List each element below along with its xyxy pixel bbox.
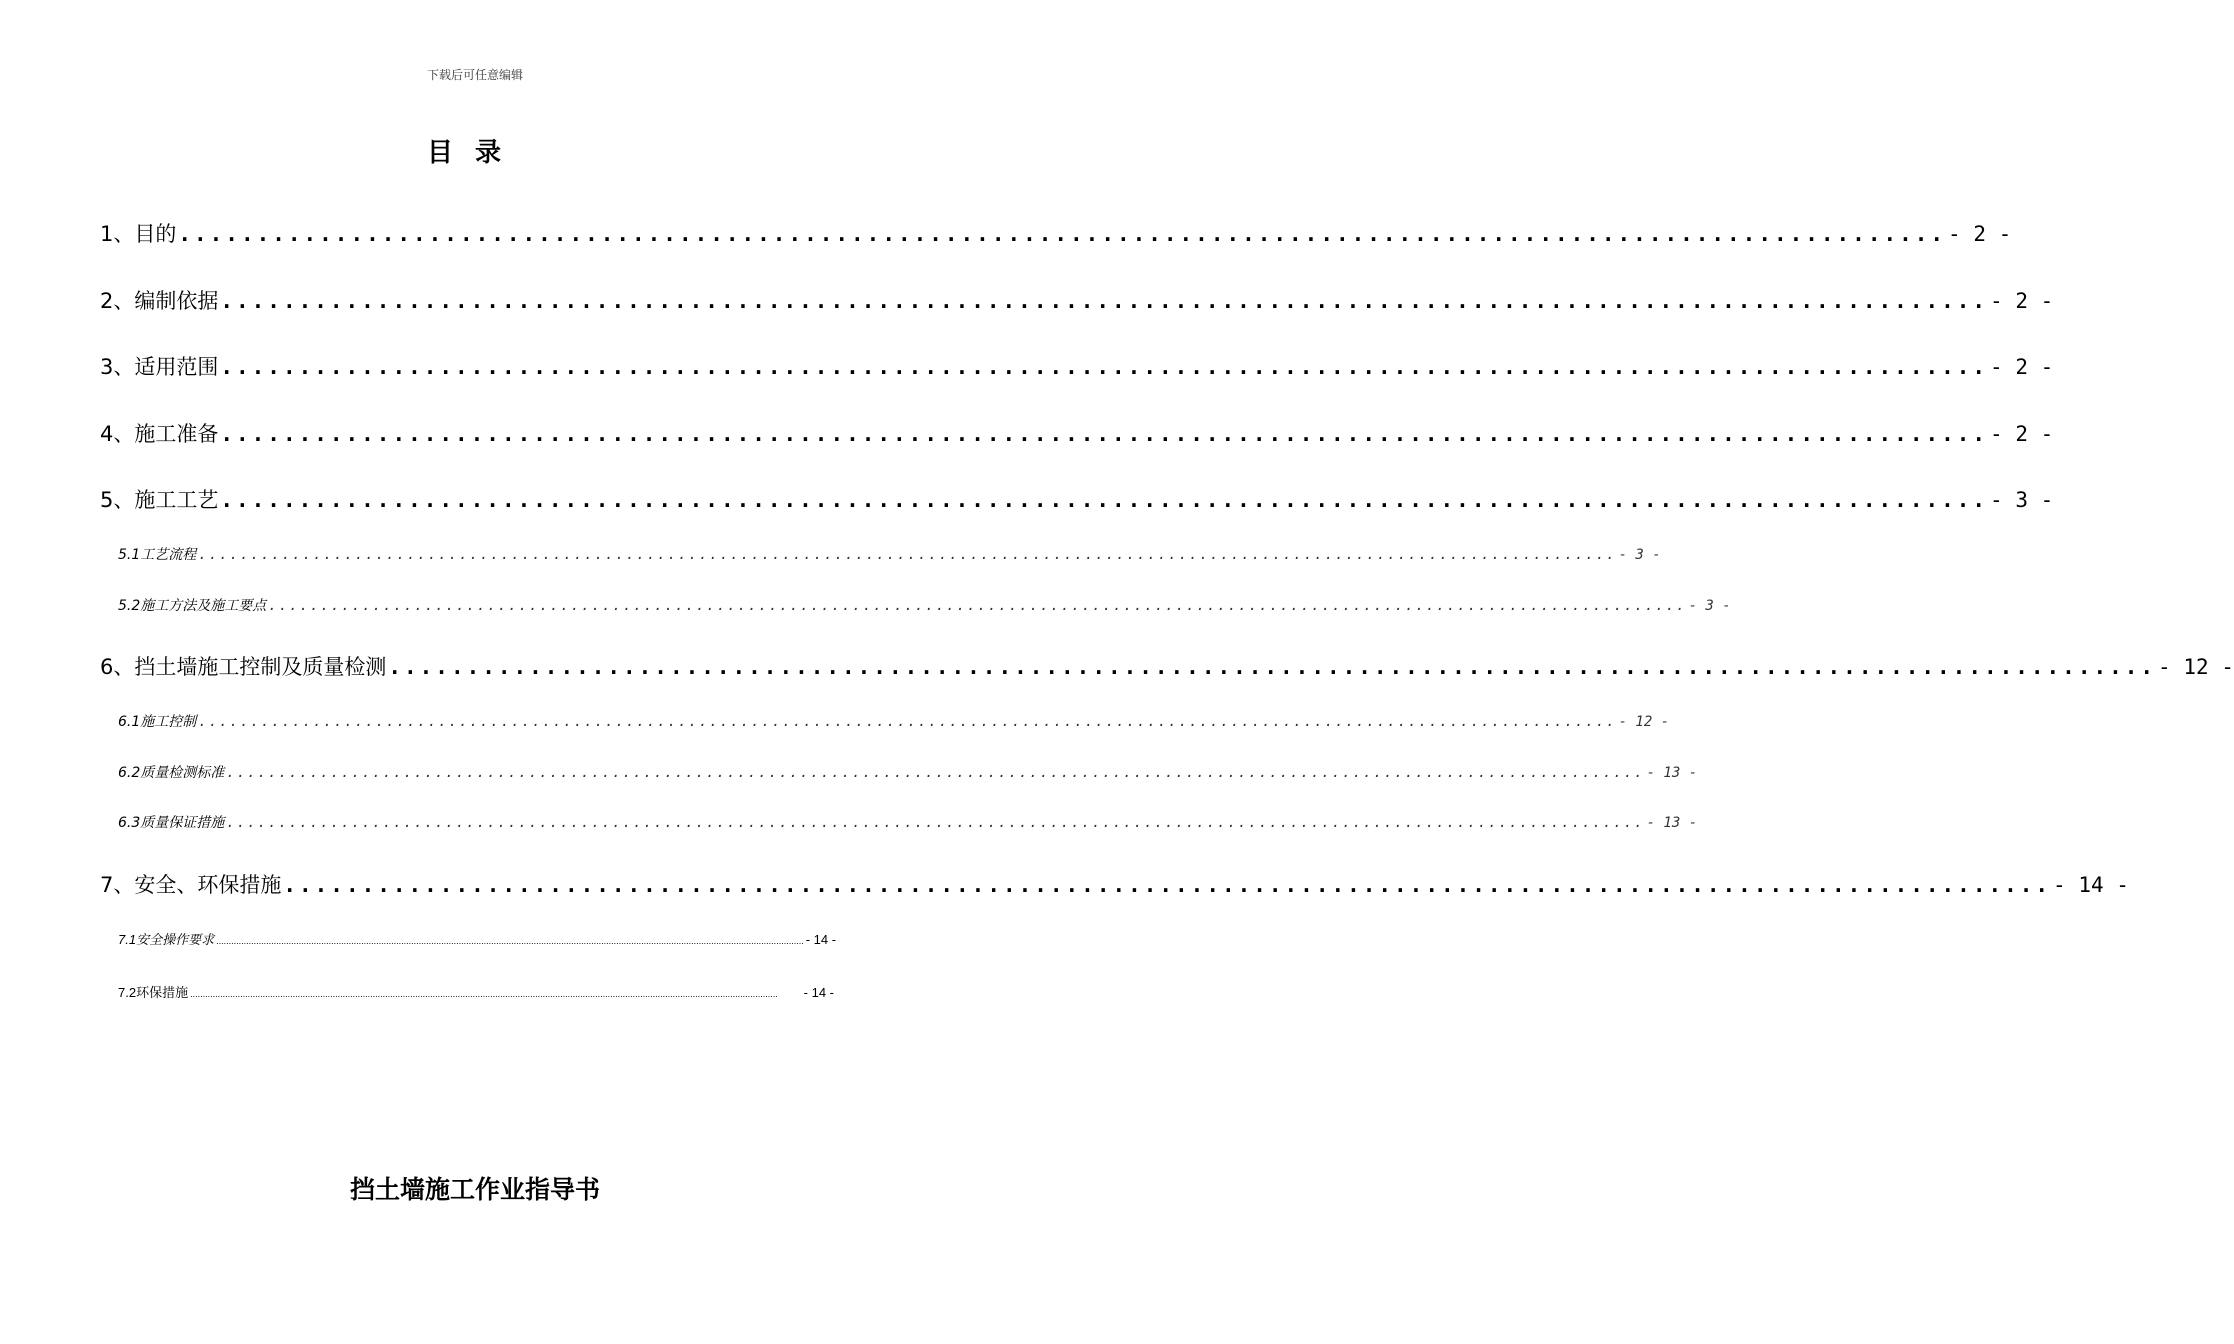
- toc-subentry[interactable]: [118, 544, 1661, 564]
- toc-subentry[interactable]: [118, 929, 837, 948]
- toc-subentry[interactable]: [118, 982, 834, 1001]
- toc-entry-page: - 2 -: [1990, 289, 2054, 313]
- toc-entry-label: 6.3质量保证措施: [118, 815, 225, 831]
- toc-entry-page: - 14 -: [2053, 873, 2129, 897]
- toc-entry[interactable]: [100, 351, 2054, 381]
- toc-entry-page: - 14 -: [805, 932, 837, 947]
- toc-entry[interactable]: [100, 869, 2129, 899]
- toc-subentry[interactable]: [118, 711, 1670, 731]
- toc-entry-page: - 2 -: [1990, 355, 2054, 379]
- toc-entry-label: 2、编制依据: [100, 289, 219, 313]
- toc-subentry[interactable]: [118, 812, 1698, 832]
- toc-entry-label: 5.1工艺流程: [118, 547, 197, 563]
- toc-leader-dots: .................................................................................................................: [283, 873, 2052, 897]
- toc-entry-page: - 13 -: [1646, 765, 1698, 781]
- toc-entry-page: - 3 -: [1688, 598, 1731, 614]
- toc-leader-dots: .................................................................................................................: [178, 222, 1947, 246]
- toc-entry-page: - 3 -: [1618, 547, 1661, 563]
- toc-entry-page: - 2 -: [1990, 422, 2054, 446]
- toc-entry-label: 7、安全、环保措施: [100, 873, 282, 897]
- toc-entry-page: - 13 -: [1646, 815, 1698, 831]
- toc-entry[interactable]: [100, 218, 2012, 248]
- toc-leader-dots: ........................................................................................................................................: [268, 598, 1687, 614]
- toc-entry-page: - 14 -: [803, 985, 834, 1000]
- toc-leader-dots: .................................................................................................................: [388, 655, 2157, 679]
- toc-entry-page: - 12 -: [2158, 655, 2234, 679]
- toc-leader-dots: .................................................................................................................: [220, 355, 1989, 379]
- toc-entry-label: 7.2环保措施: [118, 985, 189, 1000]
- toc-leader-dots: ...........................................................................................................................................................................................................................................: [190, 989, 778, 999]
- toc-entry-label: 1、目的: [100, 222, 177, 246]
- toc-leader-dots: .................................................................................................................: [220, 422, 1989, 446]
- toc-entry[interactable]: [100, 418, 2054, 448]
- toc-entry-label: 7.1安全操作要求: [118, 932, 215, 947]
- toc-entry-label: 4、施工准备: [100, 422, 219, 446]
- toc-entry-label: 6.2质量检测标准: [118, 765, 225, 781]
- toc-leader-dots: .................................................................................................................: [220, 289, 1989, 313]
- toc-leader-dots: ........................................................................................................................................: [226, 815, 1645, 831]
- toc-subentry[interactable]: [118, 595, 1731, 615]
- toc-entry-label: 5.2施工方法及施工要点: [118, 598, 267, 614]
- toc-title: 目录: [426, 138, 523, 168]
- toc-entry[interactable]: [100, 651, 2234, 681]
- toc-entry-label: 5、施工工艺: [100, 488, 219, 512]
- toc-subentry[interactable]: [118, 762, 1698, 782]
- toc-leader-dots: .................................................................................................................: [220, 488, 1989, 512]
- toc-entry-label: 6、挡土墙施工控制及质量检测: [100, 655, 387, 679]
- toc-entry-page: - 3 -: [1990, 488, 2054, 512]
- document-title: 挡土墙施工作业指导书: [349, 1175, 600, 1204]
- toc-leader-dots: ........................................................................................................................................: [226, 765, 1645, 781]
- toc-entry-page: - 2 -: [1948, 222, 2012, 246]
- toc-leader-dots: ........................................................................................................................................: [198, 714, 1617, 730]
- toc-entry[interactable]: [100, 285, 2054, 315]
- toc-entry[interactable]: [100, 484, 2054, 514]
- toc-entry-label: 3、适用范围: [100, 355, 219, 379]
- toc-leader-dots: ........................................................................................................................................: [198, 547, 1617, 563]
- header-note: 下载后可任意编辑: [426, 68, 523, 82]
- toc-entry-label: 6.1施工控制: [118, 714, 197, 730]
- toc-entry-page: - 12 -: [1618, 714, 1670, 730]
- toc-leader-dots: ...........................................................................................................................................................................................................................................: [216, 936, 804, 946]
